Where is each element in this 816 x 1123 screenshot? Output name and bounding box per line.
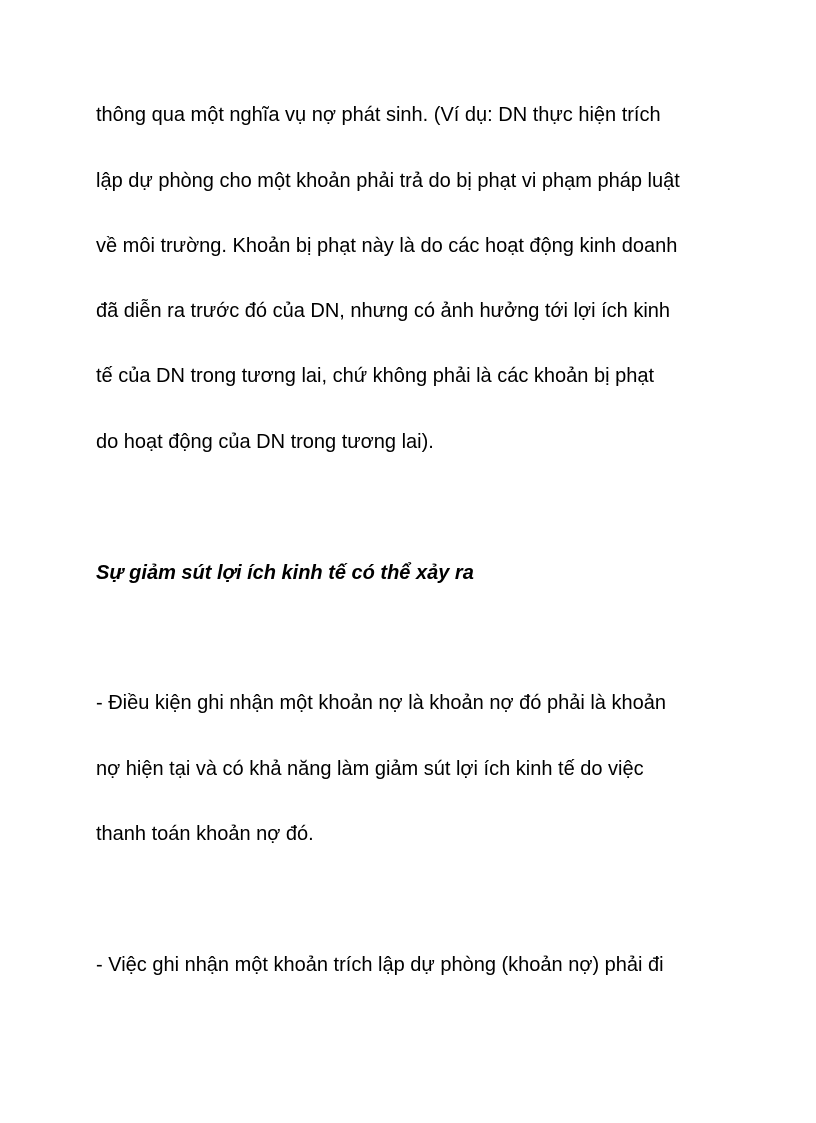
- paragraph-2-line-3: thanh toán khoản nợ đó.: [96, 823, 314, 845]
- paragraph-1-line-5: tế của DN trong tương lai, chứ không phải là các khoản bị phạt: [96, 365, 654, 387]
- paragraph-2-line-1: - Điều kiện ghi nhận một khoản nợ là khoản nợ đó phải là khoản: [96, 692, 666, 714]
- paragraph-1-line-1: thông qua một nghĩa vụ nợ phát sinh. (Ví dụ: DN thực hiện trích: [96, 104, 661, 126]
- paragraph-1-line-2: lập dự phòng cho một khoản phải trả do bị phạt vi phạm pháp luật: [96, 170, 680, 192]
- section-heading: Sự giảm sút lợi ích kinh tế có thể xảy ra: [96, 562, 474, 584]
- paragraph-1-line-6: do hoạt động của DN trong tương lai).: [96, 431, 434, 453]
- paragraph-3-line-1: - Việc ghi nhận một khoản trích lập dự phòng (khoản nợ) phải đi: [96, 954, 664, 976]
- paragraph-1-line-3: về môi trường. Khoản bị phạt này là do các hoạt động kinh doanh: [96, 235, 678, 257]
- paragraph-1-line-4: đã diễn ra trước đó của DN, nhưng có ảnh hưởng tới lợi ích kinh: [96, 300, 671, 322]
- paragraph-2-line-2: nợ hiện tại và có khả năng làm giảm sút lợi ích kinh tế do việc: [96, 758, 644, 780]
